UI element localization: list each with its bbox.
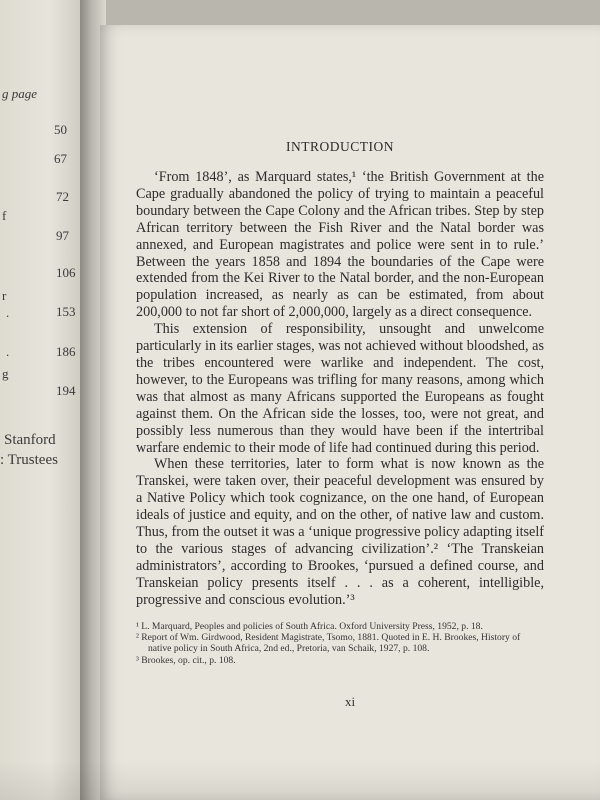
left-page-fragment: f — [2, 208, 7, 223]
left-page-fragment: 67 — [54, 151, 67, 166]
page-number: xi — [344, 694, 356, 709]
paragraph: ‘From 1848’, as Marquard states,¹ ‘the British Government at the Cape gradually abandoned the policy of trying to maintain a peaceful boundary between the Cape Colony and the African tribes. Step by step African territory between the Fish River and the Natal border was annexed, and European magistrates and police were sent in to rule.’ Between the years 1858 and 1894 the boundaries of the Cape were extended from the Kei River to the Natal border, and the non-European population increased, as nearly as can be estimated, from about 200,000 to not far short of 2,000,000, largely as a direct consequence. — [136, 169, 544, 321]
footnote: ² Report of Wm. Girdwood, Resident Magistrate, Tsomo, 1881. Quoted in E. H. Brookes, History of native policy in South Africa, 2nd ed., Pretoria, van Schaik, 1927, p. 108. — [136, 631, 521, 655]
left-page-fragment: 97 — [56, 228, 69, 243]
left-page-fragment: 153 — [56, 304, 76, 319]
left-page-fragment: 186 — [56, 344, 76, 359]
left-page-fragment: g page — [2, 86, 38, 101]
left-page-fragment: . — [6, 305, 10, 320]
left-page-fragment: 50 — [54, 122, 67, 137]
paragraph: This extension of responsibility, unsought and unwelcome particularly in its earlier stages, was not achieved without bloodshed, as the tribes encountered were warlike and independent. The cost, however, to the Europeans was trifling for many reasons, among which was that almost as many Africans supported the Europeans as fought against them. On the African side the losses, too, were not great, and possibly less numerous than they would have been if the intertribal warfare endemic to their mode of life had continued during this period. — [136, 321, 544, 456]
page-heading: INTRODUCTION — [286, 139, 394, 154]
left-page-fragment: g — [2, 366, 9, 381]
paragraph: When these territories, later to form what is now known as the Transkei, were taken over, their peaceful development was ensured by a Native Policy which took cognizance, on the one hand, of European ideals of justice and equity, and on the other, of native law and custom. Thus, from the outset it was a ‘unique progressive policy adapting itself to the various stages of advancing civilization’.² ‘The Transkeian administrators’, according to Brookes, ‘pursued a defined course, and Transkeian policy presents itself . . . as a coherent, intelligible, progressive and conscious evolution.’³ — [136, 456, 544, 608]
footnotes — [136, 621, 544, 667]
left-page-fragment: 194 — [56, 383, 76, 398]
left-page-fragment: : Trustees — [0, 452, 58, 468]
left-page-fragment: 106 — [56, 265, 76, 280]
left-page-fragment: r — [2, 288, 7, 303]
page-text-block — [136, 139, 544, 666]
right-page — [100, 25, 600, 800]
footnote: ¹ L. Marquard, Peoples and policies of South Africa. Oxford University Press, 1952, p. 18. — [136, 620, 483, 632]
left-page-fragment: 72 — [56, 189, 69, 204]
left-page-fragment: . — [6, 344, 10, 359]
footnote: ³ Brookes, op. cit., p. 108. — [136, 654, 236, 666]
shadow-overlay — [0, 760, 600, 800]
left-page — [0, 0, 92, 800]
left-page-fragment: Stanford — [4, 432, 56, 448]
